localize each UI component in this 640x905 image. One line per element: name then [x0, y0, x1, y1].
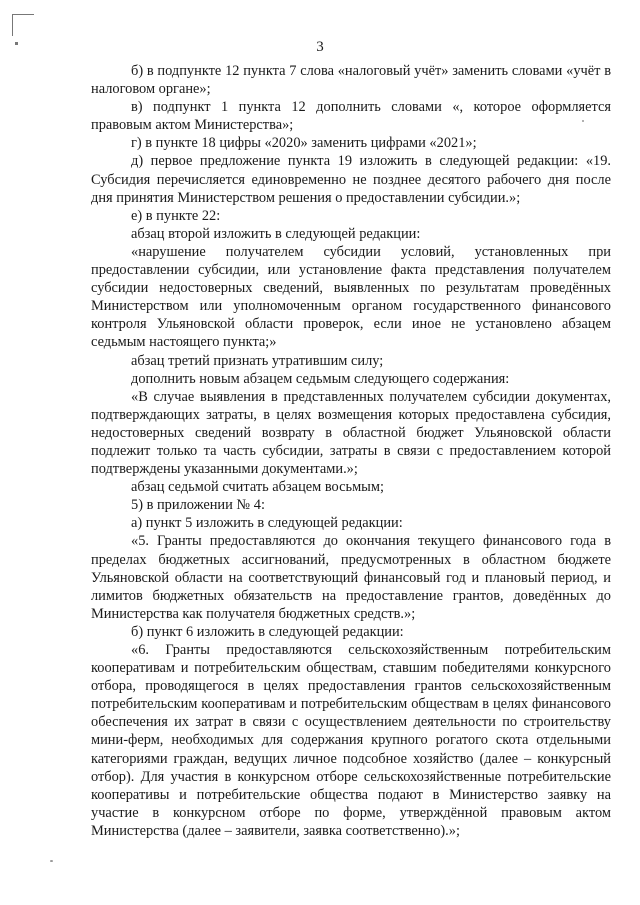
paragraph: б) в подпункте 12 пункта 7 слова «налоговый учёт» заменить словами «учёт в налоговом органе»;	[91, 63, 611, 98]
scan-corner-mark	[12, 14, 34, 15]
paragraph: г) в пункте 18 цифры «2020» заменить цифрами «2021»;	[131, 135, 477, 152]
document-body	[91, 62, 611, 840]
paragraph: абзац третий признать утратившим силу;	[131, 352, 384, 369]
paragraph: в) подпункт 1 пункта 12 дополнить словами «, которое оформляется правовым актом Министерства»;	[91, 99, 611, 134]
scan-speck	[50, 860, 53, 862]
paragraph: «6. Гранты предоставляются сельскохозяйственным потребительским кооперативам и потребительским обществам, ставшим победителями конкурсного отбора, проводящегося в целях предоставления грантов сельскохозяйственным потребительским кооперативам и потребительским обществам в целях финансового обеспечения их затрат в связи с осуществлением деятельности по строительству мини-ферм, необходимых для содержания крупного рогатого скота отдельными категориями граждан, ведущих личное подсобное хозяйство (далее – конкурсный отбор). Для участия в конкурсном отборе сельскохозяйственные потребительские кооперативы и потребительские общества подают в Министерство заявку на участие в конкурсном отборе по форме, утверждённой правовым актом Министерства (далее – заявители, заявка соответственно).»;	[91, 642, 611, 839]
paragraph: 5) в приложении № 4:	[131, 497, 265, 514]
scan-speck	[582, 120, 584, 122]
paragraph: дополнить новым абзацем седьмым следующего содержания:	[131, 370, 510, 387]
paragraph: е) в пункте 22:	[131, 207, 221, 224]
paragraph: «нарушение получателем субсидии условий, установленных при предоставлении субсидии, или установление факта представления получателем субсидии недостоверных сведений, выявленных по результатам проведённых Министерством или уполномоченным органом государственного финансового контроля Ульяновской области проверок, если иное не установлено абзацем седьмым настоящего пункта;»	[91, 243, 611, 351]
paragraph: д) первое предложение пункта 19 изложить в следующей редакции: «19. Субсидия перечисляется единовременно не позднее десятого рабочего дня после дня принятия Министерством решения о предоставлении субсидии.»;	[91, 153, 611, 206]
paragraph: «В случае выявления в представленных получателем субсидии документах, подтверждающих затраты, в целях возмещения которых предоставлена субсидия, недостоверных сведений возврату в областной бюджет Ульяновской области подлежит только та часть субсидии, затраты в связи с предоставлением которой подтверждены указанными документами.»;	[91, 388, 611, 478]
page-number: 3	[316, 39, 324, 55]
paragraph: абзац седьмой считать абзацем восьмым;	[131, 479, 384, 496]
paragraph: б) пункт 6 изложить в следующей редакции:	[131, 623, 404, 640]
paragraph: абзац второй изложить в следующей редакции:	[131, 225, 421, 242]
paragraph: «5. Гранты предоставляются до окончания текущего финансового года в пределах бюджетных ассигнований, предусмотренных в областном бюджете Ульяновской области на соответствующий финансовый год и плановый период, и лимитов бюджетных обязательств на предоставление грантов, доведённых до Министерства как получателя бюджетных средств.»;	[91, 533, 611, 622]
scan-corner-mark	[12, 14, 13, 36]
paragraph: а) пункт 5 изложить в следующей редакции:	[131, 515, 403, 532]
